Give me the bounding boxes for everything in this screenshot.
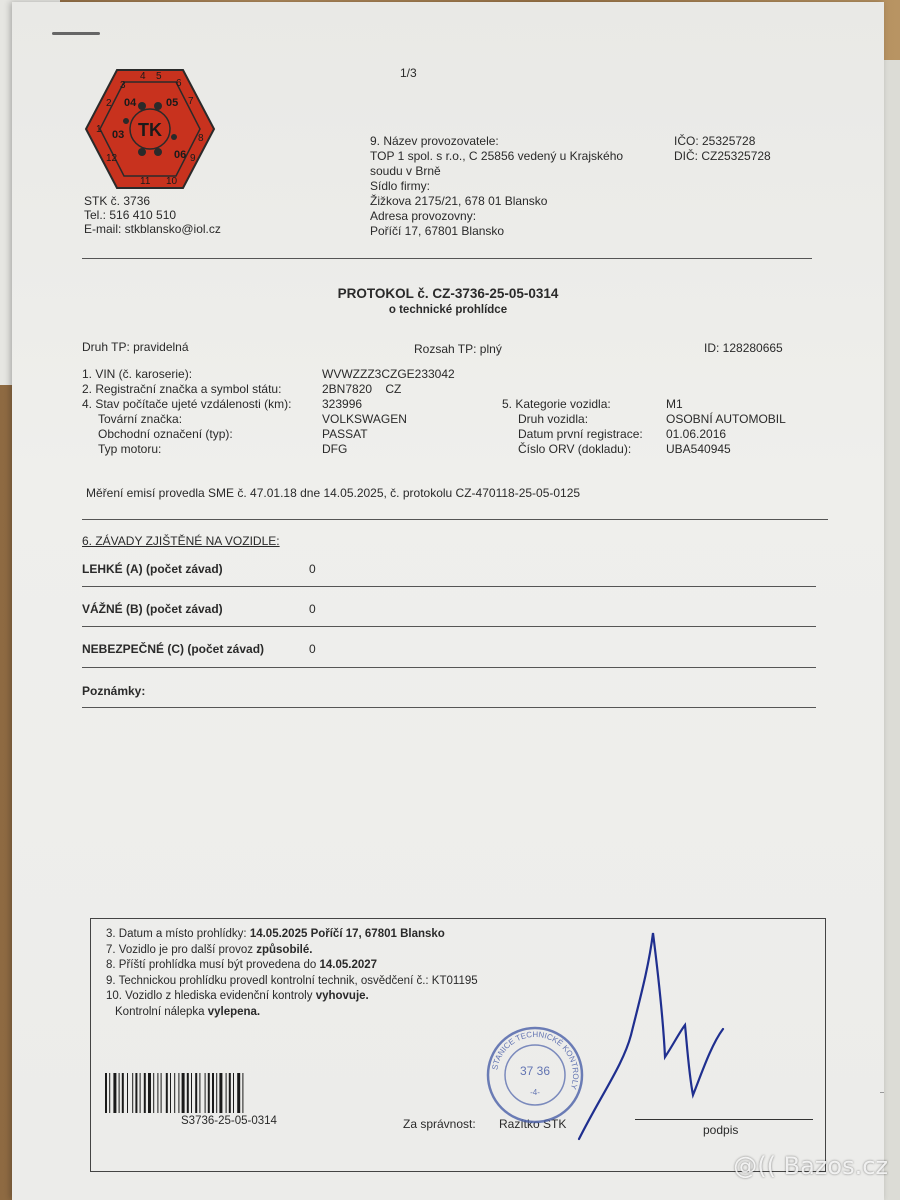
operator-block	[370, 134, 623, 239]
premises-address: Poříčí 17, 67801 Blansko	[370, 224, 505, 238]
vehicle-labels-right	[502, 397, 643, 457]
barcode-bar	[170, 1073, 171, 1113]
barcode-bar	[140, 1073, 141, 1113]
barcode-bar	[191, 1073, 192, 1113]
vehicle-kind-label: Druh vozidla:	[518, 412, 589, 426]
logo-number: 7	[188, 96, 194, 107]
vehicle-values-left	[322, 367, 455, 457]
engine-label: Typ motoru:	[98, 442, 162, 456]
category-value: M1	[666, 397, 683, 411]
stk-phone: Tel.: 516 410 510	[84, 208, 177, 222]
correctness-label: Za správnost:	[403, 1117, 476, 1131]
vehicle-labels-left	[82, 367, 291, 457]
logo-text: TK	[138, 120, 162, 140]
divider	[82, 258, 812, 259]
logo-year: 04	[124, 97, 137, 109]
first-registration-value: 01.06.2016	[666, 427, 727, 441]
barcode-bar	[109, 1073, 110, 1113]
stamp-label: Razítko STK	[499, 1117, 567, 1131]
logo-year: 06	[174, 149, 187, 161]
result-line-3: 3. Datum a místo prohlídky: 14.05.2025 Poříčí 17, 67801 Blansko	[106, 928, 445, 940]
bazos-watermark: @(( Bazos.cz	[733, 1152, 888, 1180]
serious-defects-count: 0	[309, 602, 316, 616]
barcode-bar	[178, 1073, 179, 1113]
dangerous-defects-count: 0	[309, 642, 316, 656]
ico: IČO: 25325728	[674, 134, 756, 148]
result-box	[90, 918, 826, 1172]
light-defects-label: LEHKÉ (A) (počet závad)	[82, 562, 223, 576]
vin-value: WVWZZZ3CZGE233042	[322, 367, 455, 381]
result-line-8: 8. Příští prohlídka musí být provedena do 14.05.2027	[106, 959, 378, 971]
engine-value: DFG	[322, 442, 348, 456]
barcode-bar	[105, 1073, 107, 1113]
protocol-title: PROTOKOL č. CZ-3736-25-05-0314	[337, 286, 559, 301]
barcode-bar	[219, 1073, 222, 1113]
logo-number: 4	[140, 71, 146, 82]
handwritten-signature	[561, 925, 761, 1145]
stk-logo-icon	[84, 66, 216, 192]
light-defects-count: 0	[309, 562, 316, 576]
staple-mark	[52, 32, 100, 35]
vehicle-values-right	[666, 397, 786, 457]
dangerous-defects-label: NEBEZPEČNÉ (C) (počet závad)	[82, 642, 265, 656]
inspection-type: Druh TP: pravidelná	[82, 340, 189, 354]
barcode-bar	[208, 1073, 210, 1113]
barcode-bar	[132, 1073, 133, 1113]
barcode-bar	[144, 1073, 146, 1113]
protocol-subtitle: o technické prohlídce	[388, 304, 508, 316]
operator-label: 9. Název provozovatele:	[370, 134, 499, 148]
logo-number: 10	[166, 176, 178, 187]
signature-label: podpis	[703, 1123, 739, 1137]
result-line-7: 7. Vozidlo je pro další provoz způsobilé.	[106, 943, 313, 956]
odometer-label: 4. Stav počítače ujeté vzdálenosti (km):	[82, 397, 292, 411]
logo-number: 2	[106, 98, 112, 109]
barcode-bar	[174, 1073, 175, 1113]
first-registration-label: Datum první registrace:	[518, 427, 643, 441]
barcode-bar	[122, 1073, 124, 1113]
barcode-bar	[212, 1073, 214, 1113]
barcode-bar	[226, 1073, 227, 1113]
orv-value: UBA540945	[666, 442, 731, 456]
vin-label: 1. VIN (č. karoserie):	[82, 367, 193, 381]
result-line-10: 10. Vozidlo z hlediska evidenční kontroly vyhovuje.	[106, 990, 369, 1002]
logo-number: 1	[96, 124, 102, 135]
inspection-scope: Rozsah TP: plný	[414, 342, 502, 356]
logo-number: 8	[198, 133, 204, 144]
result-line-11: Kontrolní nálepka vylepena.	[115, 1005, 261, 1018]
barcode-bar	[233, 1073, 234, 1113]
barcode-bar	[242, 1073, 243, 1113]
defects-heading: 6. ZÁVADY ZJIŠTĚNÉ NA VOZIDLE:	[82, 534, 280, 548]
barcode-bar	[229, 1073, 231, 1113]
divider	[82, 667, 816, 668]
inspection-protocol-page	[12, 2, 884, 1200]
barcode-bar	[113, 1073, 116, 1113]
emissions-note: Měření emisí provedla SME č. 47.01.18 dne 14.05.2025, č. protokolu CZ-470118-25-05-0125	[86, 486, 581, 500]
barcode-bar	[119, 1073, 120, 1113]
serious-defects-label: VÁŽNÉ (B) (počet závad)	[82, 602, 223, 616]
paper-edge	[880, 1092, 884, 1093]
notes-label: Poznámky:	[82, 684, 146, 698]
barcode-text: S3736-25-05-0314	[181, 1115, 277, 1127]
plate-value: 2BN7820 CZ	[322, 382, 402, 396]
page-number: 1/3	[400, 66, 417, 80]
odometer-value: 323996	[322, 397, 363, 411]
dic: DIČ: CZ25325728	[674, 149, 771, 163]
barcode-bar	[157, 1073, 158, 1113]
stamp-ring-text: STANICE TECHNICKÉ KONTROLY	[490, 1029, 581, 1091]
stamp-number: 37 36	[519, 1064, 551, 1078]
protocol-id: ID: 128280665	[704, 341, 783, 355]
barcode-bar	[166, 1073, 168, 1113]
model-label: Obchodní označení (typ):	[98, 427, 233, 441]
premises-label: Adresa provozovny:	[370, 209, 477, 223]
model-value: PASSAT	[322, 427, 368, 441]
barcode-bar	[161, 1073, 162, 1113]
barcode-bar	[135, 1073, 137, 1113]
logo-number: 11	[140, 176, 151, 187]
make-value: VOLKSWAGEN	[322, 412, 407, 426]
stk-number: STK č. 3736	[84, 194, 151, 208]
divider	[82, 586, 816, 587]
logo-year: 05	[166, 97, 179, 109]
stamp-sub: -4-	[530, 1088, 540, 1097]
barcode-bar	[195, 1073, 197, 1113]
divider	[82, 707, 816, 708]
logo-number: 5	[156, 71, 162, 82]
vehicle-kind-value: OSOBNÍ AUTOMOBIL	[666, 412, 786, 426]
logo-number: 6	[176, 78, 182, 89]
orv-label: Číslo ORV (dokladu):	[518, 442, 632, 456]
operator-line1: TOP 1 spol. s r.o., C 25856 vedený u Krajského	[370, 149, 624, 163]
result-lines	[106, 927, 478, 1020]
divider	[82, 626, 816, 627]
seat-label: Sídlo firmy:	[370, 179, 431, 193]
barcode-bar	[182, 1073, 185, 1113]
logo-number: 3	[120, 80, 126, 91]
logo-number: 9	[190, 153, 196, 164]
result-line-9: 9. Technickou prohlídku provedl kontrolní technik, osvědčení č.: KT01195	[106, 974, 478, 987]
barcode-bar	[148, 1073, 151, 1113]
barcode-bar	[237, 1073, 240, 1113]
barcode-bar	[153, 1073, 154, 1113]
seat-address: Žižkova 2175/21, 678 01 Blansko	[370, 194, 548, 208]
barcode-bar	[216, 1073, 217, 1113]
operator-line2: soudu v Brně	[370, 164, 441, 178]
barcode-icon	[105, 1073, 295, 1113]
barcode-bar	[187, 1073, 189, 1113]
category-label: 5. Kategorie vozidla:	[502, 397, 611, 411]
divider	[82, 519, 828, 520]
logo-number: 12	[106, 153, 118, 164]
barcode-bar	[205, 1073, 206, 1113]
barcode-bar	[127, 1073, 128, 1113]
stk-email: E-mail: stkblansko@iol.cz	[84, 222, 221, 236]
plate-label: 2. Registrační značka a symbol státu:	[82, 382, 282, 396]
make-label: Tovární značka:	[98, 412, 183, 426]
barcode-bar	[199, 1073, 200, 1113]
logo-year: 03	[112, 129, 125, 141]
